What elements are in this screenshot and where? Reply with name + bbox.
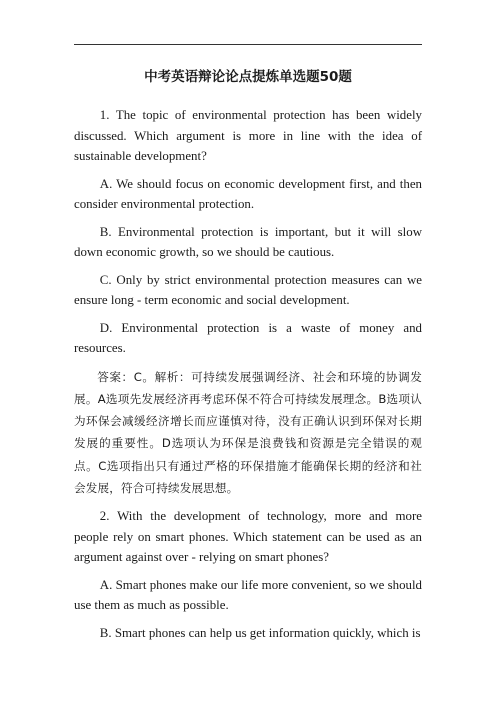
question-1-answer-explanation: 答案：C。解析：可持续发展强调经济、社会和环境的协调发展。A选项先发展经济再考虑环保不符合可持续发展理念。B选项认为环保会减缓经济增长而应谨慎对待，没有正确认识到环保对长期发展的重要性。D选项认为环保是浪费钱和资源是完全错误的观点。C选项指出只有通过严格的环保措施才能确保长期的经济和社会发展，符合可持续发展思想。 [74,369,422,495]
header-rule [74,44,422,45]
question-2-option-a: A. Smart phones make our life more convenient, so we should use them as much as possible. [74,577,422,613]
question-1-option-c: C. Only by strict environmental protection measures can we ensure long - term economic and social development. [74,272,422,307]
question-1-stem: 1. The topic of environmental protection has been widely discussed. Which argument is more in line with the idea of sustainable development? [74,108,422,163]
question-1-option-b: B. Environmental protection is important, but it will slow down economic growth, so we should be cautious. [74,224,422,259]
document-title: 中考英语辩论论点提炼单选题50题 [144,69,352,85]
question-1-option-a: A. We should focus on economic development first, and then consider environmental protection. [74,176,422,211]
question-1-option-d: D. Environmental protection is a waste of money and resources. [74,320,422,355]
document-body [74,105,422,650]
question-2-option-b: B. Smart phones can help us get information quickly, which is [99,625,421,640]
question-2-stem: 2. With the development of technology, more and more people rely on smart phones. Which statement can be used as an argument against over - relying on smart phones? [74,509,422,565]
